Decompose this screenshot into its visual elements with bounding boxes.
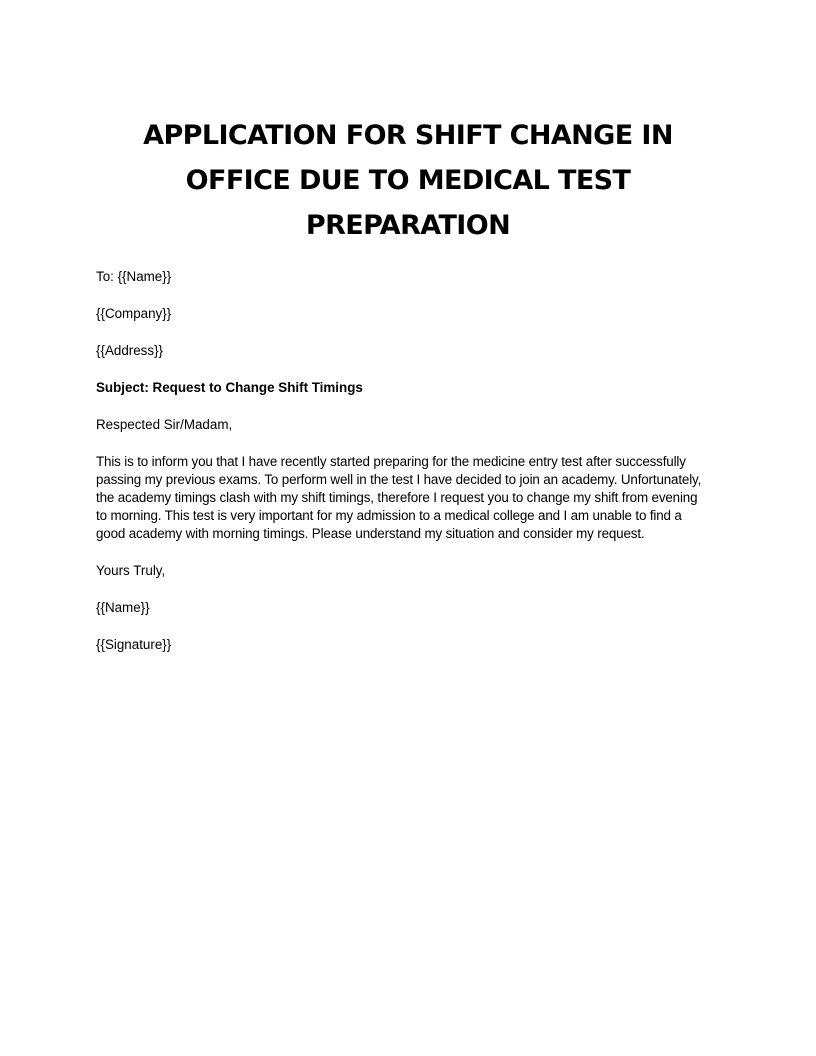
document-title xyxy=(96,113,720,248)
recipient-address: {{Address}} xyxy=(96,343,164,358)
letter-line-3: the academy timings clash with my shift timings, therefore I request you to change my shift from evening xyxy=(96,490,698,505)
title-line-3: PREPARATION xyxy=(305,210,511,241)
closing: Yours Truly, xyxy=(96,563,166,578)
letter-line-2: passing my previous exams. To perform well in the test I have decided to join an academy. Unfortunately, xyxy=(96,472,702,487)
letter-line-5: good academy with morning timings. Please understand my situation and consider my request. xyxy=(96,526,645,541)
title-line-1: APPLICATION FOR SHIFT CHANGE IN xyxy=(143,120,673,151)
sender-signature: {{Signature}} xyxy=(96,637,172,652)
letter-line-1: This is to inform you that I have recently started preparing for the medicine entry test after successfully xyxy=(96,454,686,469)
letter-line-4: to morning. This test is very important for my admission to a medical college and I am unable to find a xyxy=(96,508,682,523)
salutation: Respected Sir/Madam, xyxy=(96,417,233,432)
sender-name: {{Name}} xyxy=(96,600,150,615)
recipient-company: {{Company}} xyxy=(96,306,172,321)
letter-body xyxy=(96,268,722,673)
recipient-name: To: {{Name}} xyxy=(96,269,172,284)
title-line-2: OFFICE DUE TO MEDICAL TEST xyxy=(185,165,631,196)
subject-line: Subject: Request to Change Shift Timings xyxy=(96,380,363,395)
letter-paragraph xyxy=(96,453,722,543)
